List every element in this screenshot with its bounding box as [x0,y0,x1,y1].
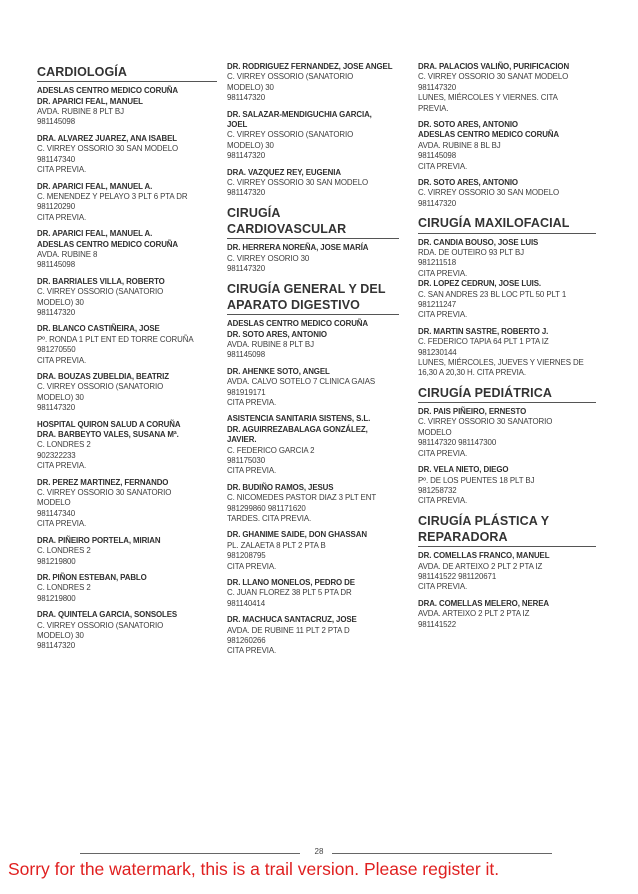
page-number: 28 [314,847,324,856]
entry-detail-line: RDA. DE OUTEIRO 93 PLT BJ [418,247,524,257]
directory-entry [37,420,217,472]
entry-detail-line: 981147320 [227,264,266,274]
entry-detail-line: C. VIRREY OSSORIO 30 SANAT MODELO [418,72,569,82]
entry-detail-line: CITA PREVIA. [37,461,87,471]
entry-detail-line: C. MENENDEZ Y PELAYO 3 PLT 6 PTA DR [37,191,188,201]
entry-detail-line: 981120290 [37,202,76,212]
entry-detail-line: CITA PREVIA. [418,161,468,171]
directory-entry [37,277,217,319]
entry-detail-line: C. LONDRES 2 [37,546,91,556]
entry-detail-line: 981147340 [37,154,76,164]
entry-detail-line: TARDES. CITA PREVIA. [227,514,312,523]
entry-detail-line: 981147320 [418,82,457,92]
entry-name-line: DR. PAIS PIÑEIRO, ERNESTO [418,407,527,417]
entry-name-line: DRA. BARBEYTO VALES, SUSANA Mª. [37,430,179,440]
entry-detail-line: PREVIA. [418,103,449,113]
entry-name-line: HOSPITAL QUIRON SALUD A CORUÑA [37,419,181,429]
directory-entry [418,599,596,630]
entry-detail-line: AVDA. CALVO SOTELO 7 CLINICA GAIAS [227,377,376,387]
entry-detail-line: 981145098 [37,260,76,270]
directory-entry [227,530,399,572]
entry-detail-line: 981145098 [37,117,76,127]
entry-detail-line: 981147320 [418,198,457,208]
column-3 [418,62,596,636]
directory-entry [227,62,399,104]
entry-detail-line: 981141522 981120671 [418,572,497,582]
entry-detail-line: AVDA. RUBINE 8 [37,249,98,259]
directory-entry [37,324,217,366]
entry-detail-line: CITA PREVIA. [418,496,468,506]
entry-name-line: ADESLAS CENTRO MEDICO CORUÑA [418,130,559,140]
entry-detail-line: 981230144 [418,347,457,357]
section-title: CIRUGÍA GENERAL Y DEL APARATO DIGESTIVO [227,281,399,316]
directory-entry [227,110,399,162]
entry-detail-line: LUNES, MIÉRCOLES, JUEVES Y VIERNES DE [418,358,584,367]
entry-detail-line: AVDA. RUBINE 8 BL BJ [418,140,501,150]
entry-detail-line: C. SAN ANDRES 23 BL LOC PTL 50 PLT 1 [418,289,567,299]
entry-name-line: DR. LOPEZ CEDRUN, JOSE LUIS. [418,279,542,289]
entry-detail-line: 16,30 A 20,30 H. CITA PREVIA. [418,368,526,378]
entry-name-line: DR. VELA NIETO, DIEGO [418,465,509,475]
entry-detail-line: AVDA. DE RUBINE 11 PLT 2 PTA D [227,625,350,635]
entry-name-line: DR. PIÑON ESTEBAN, PABLO [37,572,147,582]
entry-name-line: DR. AGUIRREZABALAGA GONZÁLEZ, [227,424,368,434]
entry-detail-line: 981219800 [37,593,76,603]
entry-name-line: DR. AHENKE SOTO, ANGEL [227,366,330,376]
entry-name-line: DR. MACHUCA SANTACRUZ, JOSE [227,615,357,625]
entry-detail-line: 981147320 [227,151,266,161]
entry-detail-line: 981145098 [418,151,457,161]
entry-detail-line: AVDA. RUBINE 8 PLT BJ [227,339,314,349]
entry-name-line: DR. BUDIÑO RAMOS, JESUS [227,482,334,492]
entry-name-line: ASISTENCIA SANITARIA SISTENS, S.L. [227,414,371,424]
entry-name-line: DR. APARICI FEAL, MANUEL A. [37,181,153,191]
entry-name-line: DR. APARICI FEAL, MANUEL [37,96,143,106]
entry-detail-line: MODELO) 30 [227,140,274,150]
entry-detail-line: 981147320 [227,93,266,103]
entry-detail-line: C. VIRREY OSSORIO 30 SANATORIO [37,488,172,498]
directory-entry [418,62,596,114]
entry-name-line: DRA. PALACIOS VALIÑO, PURIFICACION [418,62,570,71]
entry-detail-line: C. VIRREY OSSORIO 30 SAN MODELO [227,178,369,188]
entry-detail-line: 981260266 [227,636,266,646]
entry-detail-line: MODELO [37,498,71,508]
directory-entry [227,578,399,609]
entry-name-line: DRA. VAZQUEZ REY, EUGENIA [227,167,341,177]
entry-detail-line: 981299860 981171620 [227,503,306,513]
entry-name-line: DR. GHANIME SAIDE, DON GHASSAN [227,530,367,540]
column-1 [37,62,217,658]
directory-entry [418,178,596,209]
section-title: CIRUGÍA PLÁSTICA Y REPARADORA [418,513,596,548]
entry-detail-line: MODELO) 30 [37,297,84,307]
entry-detail-line: C. VIRREY OSSORIO 30 SANATORIO [418,417,553,427]
entry-detail-line: C. VIRREY OSSORIO (SANATORIO [37,620,164,630]
entry-detail-line: C. VIRREY OSSORIO (SANATORIO [37,382,164,392]
entry-name-line: DR. SOTO ARES, ANTONIO [227,329,327,339]
entry-name-line: DR. COMELLAS FRANCO, MANUEL [418,551,550,561]
entry-name-line: DR. BARRIALES VILLA, ROBERTO [37,276,165,286]
entry-detail-line: 981147340 [37,508,76,518]
entry-detail-line: 981147320 [37,641,76,651]
entry-name-line: DR. RODRIGUEZ FERNANDEZ, JOSE ANGEL [227,62,393,71]
footer-rule-right [332,853,552,854]
entry-detail-line: 981258732 [418,485,457,495]
directory-entry [227,483,399,525]
entry-detail-line: C. VIRREY OSSORIO 30 SAN MODELO [37,144,179,154]
entry-detail-line: CITA PREVIA. [418,582,468,592]
entry-name-line: DR. HERRERA NOREÑA, JOSE MARÍA [227,243,369,253]
directory-entry [37,229,217,271]
entry-detail-line: 981140414 [227,598,266,608]
entry-detail-line: LUNES, MIÉRCOLES Y VIERNES. CITA [418,93,558,103]
directory-entry [418,407,596,459]
entry-name-line: DRA. QUINTELA GARCIA, SONSOLES [37,610,178,620]
directory-entry [418,551,596,593]
entry-name-line: DRA. ALVAREZ JUAREZ, ANA ISABEL [37,133,177,143]
section-title: CARDIOLOGÍA [37,64,217,82]
entry-detail-line: 981145098 [227,350,266,360]
entry-detail-line: 981270550 [37,345,76,355]
directory-entry [418,465,596,507]
directory-entry [37,536,217,567]
section-title: CIRUGÍA MAXILOFACIAL [418,215,596,233]
entry-detail-line: C. LONDRES 2 [37,583,91,593]
entry-detail-line: C. VIRREY OSSORIO 30 SAN MODELO [418,188,560,198]
directory-entry [37,478,217,530]
directory-entry [37,372,217,414]
entry-detail-line: CITA PREVIA. [227,397,277,407]
entry-detail-line: C. FEDERICO TAPIA 64 PLT 1 PTA IZ [418,337,549,347]
entry-detail-line: CITA PREVIA. [37,212,87,222]
entry-name-line: DRA. BOUZAS ZUBELDIA, BEATRIZ [37,372,169,381]
entry-detail-line: Pº. DE LOS PUENTES 18 PLT BJ [418,475,535,485]
entry-name-line: DR. SOTO ARES, ANTONIO [418,178,518,188]
entry-detail-line: MODELO) 30 [37,392,84,402]
entry-name-line: JAVIER. [227,435,257,445]
entry-detail-line: 981147320 [227,188,266,198]
entry-detail-line: AVDA. DE ARTEIXO 2 PLT 2 PTA IZ [418,561,543,571]
directory-entry [418,327,596,379]
directory-entry [37,86,217,128]
entry-name-line: DR. MARTIN SASTRE, ROBERTO J. [418,326,549,336]
entry-detail-line: CITA PREVIA. [418,268,468,278]
directory-entry [227,615,399,657]
entry-detail-line: Pº. RONDA 1 PLT ENT ED TORRE CORUÑA [37,334,194,344]
entry-name-line: DR. SOTO ARES, ANTONIO [418,120,518,130]
entry-detail-line: AVDA. ARTEIXO 2 PLT 2 PTA IZ [418,609,530,619]
entry-detail-line: 981175030 [227,455,266,465]
entry-detail-line: 981147320 [37,307,76,317]
entry-detail-line: 981919171 [227,387,266,397]
directory-entry [227,319,399,361]
entry-name-line: DR. PEREZ MARTINEZ, FERNANDO [37,477,169,487]
entry-detail-line: MODELO [418,427,452,437]
entry-detail-line: 981211247 [418,299,457,309]
entry-detail-line: 981208795 [227,551,266,561]
entry-detail-line: 981219800 [37,556,76,566]
directory-entry [227,168,399,199]
entry-name-line: DR. BLANCO CASTIÑEIRA, JOSE [37,324,160,334]
entry-detail-line: CITA PREVIA. [418,310,468,320]
directory-entry [418,238,596,321]
entry-detail-line: 981147320 981147300 [418,438,497,448]
entry-name-line: JOEL [227,120,248,130]
entry-name-line: ADESLAS CENTRO MEDICO CORUÑA [227,319,368,329]
entry-detail-line: C. LONDRES 2 [37,440,91,450]
column-2 [227,62,399,663]
entry-name-line: DR. CANDIA BOUSO, JOSE LUIS [418,237,539,247]
entry-detail-line: CITA PREVIA. [418,448,468,458]
entry-name-line: DR. APARICI FEAL, MANUEL A. [37,229,153,239]
entry-detail-line: 902322233 [37,450,76,460]
entry-detail-line: MODELO) 30 [37,630,84,640]
entry-detail-line: PL. ZALAETA 8 PLT 2 PTA B [227,540,326,550]
directory-entry [37,182,217,224]
directory-entry [418,120,596,172]
directory-entry [227,367,399,409]
section-title: CIRUGÍA CARDIOVASCULAR [227,205,399,240]
directory-entry [37,134,217,176]
entry-detail-line: CITA PREVIA. [227,466,277,476]
entry-name-line: DRA. PIÑEIRO PORTELA, MIRIAN [37,535,161,545]
entry-name-line: ADESLAS CENTRO MEDICO CORUÑA [37,239,178,249]
entry-detail-line: C. FEDERICO GARCIA 2 [227,445,315,455]
entry-detail-line: C. JUAN FLOREZ 38 PLT 5 PTA DR [227,588,352,598]
section-title: CIRUGÍA PEDIÁTRICA [418,385,596,403]
entry-detail-line: 981147320 [37,403,76,413]
entry-detail-line: C. VIRREY OSSORIO (SANATORIO [37,287,164,297]
entry-detail-line: CITA PREVIA. [37,165,87,175]
trial-watermark: Sorry for the watermark, this is a trail version. Please register it. [8,859,500,879]
directory-entry [37,610,217,652]
entry-detail-line: CITA PREVIA. [227,646,277,656]
entry-detail-line: CITA PREVIA. [227,561,277,571]
entry-detail-line: C. NICOMEDES PASTOR DIAZ 3 PLT ENT [227,493,377,503]
entry-name-line: DRA. COMELLAS MELERO, NEREA [418,598,550,608]
entry-detail-line: CITA PREVIA. [37,519,87,529]
entry-detail-line: C. VIRREY OSSORIO (SANATORIO [227,130,354,140]
entry-detail-line: C. VIRREY OSSORIO (SANATORIO [227,72,354,82]
directory-entry [37,573,217,604]
entry-detail-line: MODELO) 30 [227,82,274,92]
directory-entry [227,414,399,476]
entry-name-line: DR. SALAZAR-MENDIGUCHIA GARCIA, [227,109,372,119]
entry-name-line: DR. LLANO MONELOS, PEDRO DE [227,578,355,588]
directory-entry [227,243,399,274]
entry-detail-line: C. VIRREY OSORIO 30 [227,253,310,263]
entry-name-line: ADESLAS CENTRO MEDICO CORUÑA [37,86,178,96]
entry-detail-line: AVDA. RUBINE 8 PLT BJ [37,107,124,117]
entry-detail-line: 981211518 [418,258,457,268]
entry-detail-line: 981141522 [418,619,457,629]
entry-detail-line: CITA PREVIA. [37,355,87,365]
